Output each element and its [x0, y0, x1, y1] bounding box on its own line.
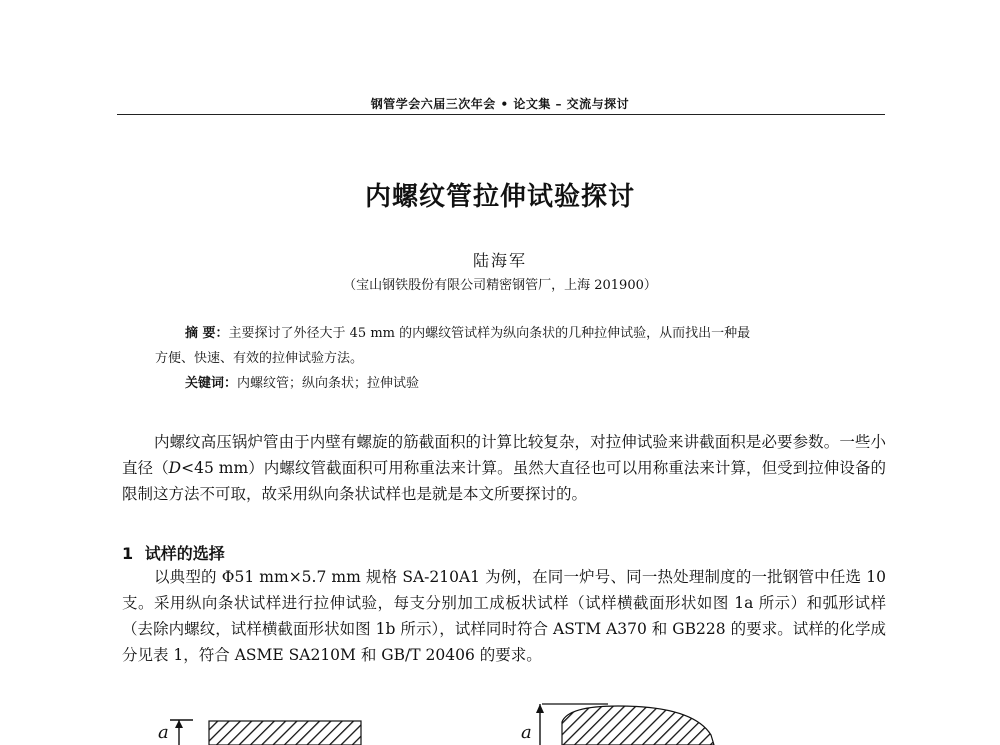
keywords-line — [155, 371, 855, 396]
figure-1b-arc-section — [528, 700, 728, 745]
figure-1b-label: a — [521, 722, 532, 743]
author-name: 陆海军 — [472, 251, 527, 270]
abstract-line-1 — [155, 321, 855, 346]
dimension-arrowhead — [536, 704, 544, 713]
section-number: 1 — [122, 544, 134, 563]
section-title: 试样的选择 — [144, 544, 225, 563]
header-rule — [117, 114, 885, 115]
running-head: 钢管学会六届三次年会 • 论文集 – 交流与探讨 — [370, 97, 630, 111]
keywords-text: 内螺纹管；纵向条状；拉伸试验 — [237, 376, 420, 391]
paper-title: 内螺纹管拉伸试验探讨 — [364, 182, 635, 212]
dimension-arrowhead — [175, 720, 183, 728]
abstract-label: 摘 要： — [185, 326, 229, 341]
arc-hatched-area — [562, 706, 714, 745]
section1-paragraph: 以典型的 Φ51 mm×5.7 mm 规格 SA-210A1 为例，在同一炉号、同一热处理制度的一批钢管中任选 10 支。采用纵向条状试样进行拉伸试验，每支分别加工成板状试样（试样横截面形状如图 1a 所示）和弧形试样（去除内螺纹，试样横截面形状如图 1b 所示），试样同时符合 ASTM A370 和 GB228 的要求。试样的化学成分见表 1，符合 ASME SA210M 和 GB/T 20406 的要求。 — [122, 568, 886, 664]
figure-1a-plate-section — [165, 705, 385, 745]
intro-text-1: 内螺纹高压锅炉管由于内壁有螺旋的筋截面积的计算比较复杂，对拉伸试验来讲截面积是必要参数。一些小直径（ — [122, 433, 886, 477]
intro-text-2: <45 mm）内螺纹管截面积可用称重法来计算。虽然大直径也可以用称重法来计算，但受到拉伸设备的限制这方法不可取，故采用纵向条状试样也是就是本文所要探讨的。 — [122, 459, 886, 503]
intro-variable: D — [168, 459, 182, 477]
author-affiliation: （宝山钢铁股份有限公司精密钢管厂，上海 201900） — [343, 278, 657, 293]
abstract-line-2: 方便、快速、有效的拉伸试验方法。 — [155, 351, 364, 366]
abstract-text-1: 主要探讨了外径大于 45 mm 的内螺纹管试样为纵向条状的几种拉伸试验，从而找出一种最 — [228, 326, 751, 341]
abstract — [155, 321, 855, 396]
figure-1a-label: a — [158, 722, 169, 743]
plate-hatched-area — [209, 721, 361, 745]
keywords-label: 关键词： — [185, 376, 238, 391]
section-heading — [122, 541, 225, 564]
intro-paragraph — [122, 429, 886, 507]
